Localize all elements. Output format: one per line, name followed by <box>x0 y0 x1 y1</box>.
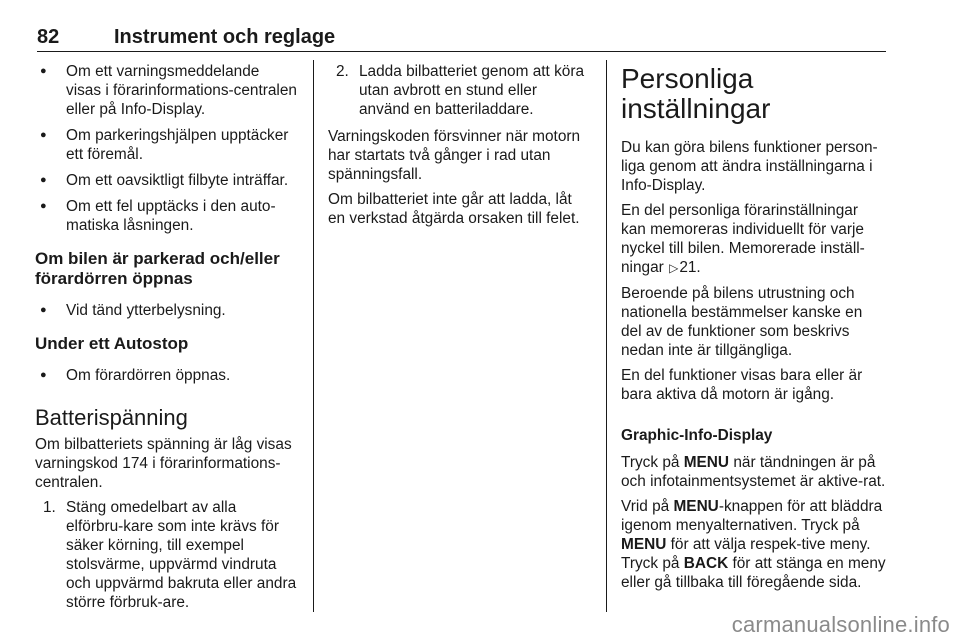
parked-bullet-list <box>35 301 297 320</box>
page-number: 82 <box>37 26 60 48</box>
menu-key-label: MENU <box>673 498 719 515</box>
battery-steps-list <box>35 498 297 612</box>
list-item: ● Om parkeringshjälpen upptäcker ett föremål. <box>35 126 297 164</box>
column-1 <box>35 62 297 620</box>
list-item: ● Vid tänd ytterbelysning. <box>35 301 297 320</box>
battery-paragraph: Om bilbatteriets spänning är låg visas varningskod 174 i förarinformations-centralen. <box>35 436 292 491</box>
paragraph: Du kan göra bilens funktioner person-liga genom att ändra inställningarna i Info-Display. <box>621 139 878 194</box>
step-text: Ladda bilbatteriet genom att köra utan avbrott en stund eller använd en batteriladdare. <box>359 63 585 118</box>
list-item <box>328 62 591 119</box>
step-text: Stäng omedelbart av alla elförbru-kare som inte krävs för säker körning, till exempel stolsvärme, uppvärmd vindruta och uppvärmd bakruta eller andra större förbruk-are. <box>66 499 297 611</box>
paragraph: En del funktioner visas bara eller är bara aktiva då motorn är igång. <box>621 367 863 403</box>
column-divider-1 <box>313 60 314 612</box>
back-key-label: BACK <box>683 555 729 572</box>
page-header <box>37 26 886 52</box>
paragraph: Tryck på MENU när tändningen är på och infotainmentsystemet är aktive-rat. <box>621 454 886 490</box>
list-item: ● Om förardörren öppnas. <box>35 366 297 385</box>
step-number: 1. <box>43 499 56 516</box>
page-reference-icon: ▷ <box>669 261 679 275</box>
heading-graphic-info-display: Graphic-Info-Display <box>621 427 773 444</box>
list-item <box>35 498 297 612</box>
heading-battery: Batterispänning <box>35 405 188 430</box>
column-3 <box>621 64 887 598</box>
autostop-bullet-list <box>35 366 297 385</box>
warning-bullet-list <box>35 62 297 235</box>
paragraph: Beroende på bilens utrustning och nationella bestämmelser kanske en del av de funktioner som beskrivs nedan inte är tillgängliga. <box>621 285 863 359</box>
list-item: ● Om ett oavsiktligt filbyte inträffar. <box>35 171 297 190</box>
battery-steps-list-cont <box>328 62 591 119</box>
menu-key-label: MENU <box>621 536 667 553</box>
paragraph: Vrid på MENU-knappen för att bläddra igenom menyalternativen. Tryck på MENU för att välja respek-tive meny. Tryck på BACK för att stänga en meny eller gå tillbaka till föregående sida. <box>621 498 886 591</box>
header-rule <box>37 51 886 52</box>
menu-key-label: MENU <box>683 454 730 471</box>
page-reference-link[interactable]: 21. <box>679 259 701 276</box>
paragraph: Om bilbatteriet inte går att ladda, låt en verkstad åtgärda orsaken till felet. <box>328 191 580 227</box>
heading-parked: Om bilen är parkerad och/eller förardörren öppnas <box>35 249 280 288</box>
running-title: Instrument och reglage <box>114 26 336 48</box>
step-number: 2. <box>336 63 349 80</box>
paragraph: Varningskoden försvinner när motorn har startats två gånger i rad utan spänningsfall. <box>328 128 581 183</box>
heading-personal-settings: Personliga inställningar <box>621 63 771 124</box>
heading-autostop: Under ett Autostop <box>35 334 189 353</box>
list-item: ● Om ett varningsmeddelande visas i förarinformations-centralen eller på Info-Display. <box>35 62 297 119</box>
list-item: ● Om ett fel upptäcks i den auto-matiska låsningen. <box>35 197 297 235</box>
watermark: carmanualsonline.info <box>731 612 950 637</box>
column-divider-2 <box>606 60 607 612</box>
column-2 <box>328 62 591 234</box>
paragraph: En del personliga förarinställningar kan memoreras individuellt för varje nyckel till bilen. Memorerade inställ-ningar ▷21. <box>621 202 865 276</box>
